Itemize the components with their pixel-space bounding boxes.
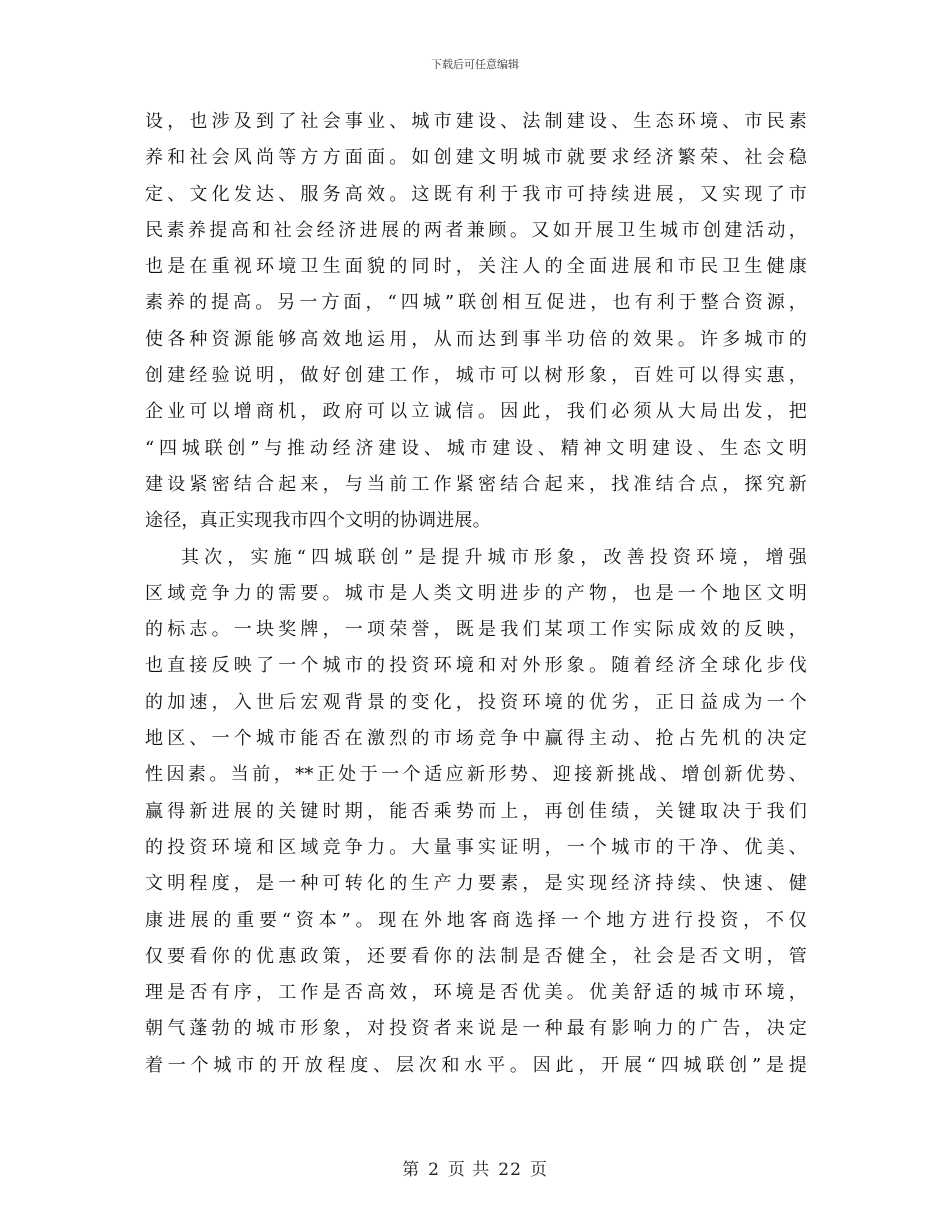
body-line: 企业可以增商机，政府可以立诚信。因此，我们必须从大局出发，把 (145, 401, 807, 423)
body-line: 设，也涉及到了社会事业、城市建设、法制建设、生态环境、市民素 (145, 111, 807, 132)
body-line-paragraph-start: 其次，实施“四城联创”是提升城市形象，改善投资环境，增强 (181, 546, 807, 568)
body-line: 也直接反映了一个城市的投资环境和对外形象。随着经济全球化步伐 (145, 655, 807, 677)
footer-prefix: 第 (402, 1160, 421, 1180)
body-line: 理是否有序，工作是否高效，环境是否优美。优美舒适的城市环境， (145, 982, 807, 1004)
body-line: 养和社会风尚等方方面面。如创建文明城市就要求经济繁荣、社会稳 (145, 147, 807, 169)
page-header: 下载后可任意编辑 (431, 58, 519, 71)
body-line: 素养的提高。另一方面，“四城”联创相互促进，也有利于整合资源， (145, 292, 807, 314)
body-line: “四城联创”与推动经济建设、城市建设、精神文明建设、生态文明 (145, 437, 807, 459)
body-line: 康进展的重要“资本”。现在外地客商选择一个地方进行投资，不仅 (145, 909, 807, 931)
body-line: 性因素。当前，**正处于一个适应新形势、迎接新挑战、增创新优势、 (145, 764, 807, 786)
page-footer (0, 1155, 950, 1180)
footer-page-number: 2 (428, 1160, 440, 1180)
body-line: 定、文化发达、服务高效。这既有利于我市可持续进展，又实现了市 (145, 183, 807, 205)
body-line: 也是在重视环境卫生面貌的同时，关注人的全面进展和市民卫生健康 (145, 256, 807, 278)
body-line: 的投资环境和区域竞争力。大量事实证明，一个城市的干净、优美、 (145, 836, 807, 858)
footer-total-pages: 22 (498, 1160, 522, 1180)
body-line: 创建经验说明，做好创建工作，城市可以树形象，百姓可以得实惠， (145, 365, 807, 387)
body-line: 地区、一个城市能否在激烈的市场竞争中赢得主动、抢占先机的决定 (145, 728, 807, 750)
body-line: 仅要看你的优惠政策，还要看你的法制是否健全，社会是否文明，管 (145, 945, 807, 967)
footer-middle: 页 共 (447, 1160, 491, 1180)
document-body (145, 104, 807, 1084)
body-line: 朝气蓬勃的城市形象，对投资者来说是一种最有影响力的广告，决定 (145, 1018, 807, 1040)
body-line-paragraph-end: 途径，真正实现我市四个文明的协调进展。 (145, 510, 491, 532)
body-line: 区域竞争力的需要。城市是人类文明进步的产物，也是一个地区文明 (145, 582, 807, 604)
body-line: 赢得新进展的关键时期，能否乘势而上，再创佳绩，关键取决于我们 (145, 800, 807, 822)
body-line: 民素养提高和社会经济进展的两者兼顾。又如开展卫生城市创建活动， (145, 219, 807, 241)
body-line: 建设紧密结合起来，与当前工作紧密结合起来，找准结合点，探究新 (145, 473, 807, 495)
body-line: 文明程度，是一种可转化的生产力要素，是实现经济持续、快速、健 (145, 873, 807, 895)
body-line: 的标志。一块奖牌，一项荣誉，既是我们某项工作实际成效的反映， (145, 619, 807, 641)
body-line: 着一个城市的开放程度、层次和水平。因此，开展“四城联创”是提 (145, 1054, 807, 1076)
body-line: 的加速，入世后宏观背景的变化，投资环境的优劣，正日益成为一个 (145, 691, 807, 713)
body-line: 使各种资源能够高效地运用，从而达到事半功倍的效果。许多城市的 (145, 328, 807, 350)
footer-suffix: 页 (529, 1160, 548, 1180)
